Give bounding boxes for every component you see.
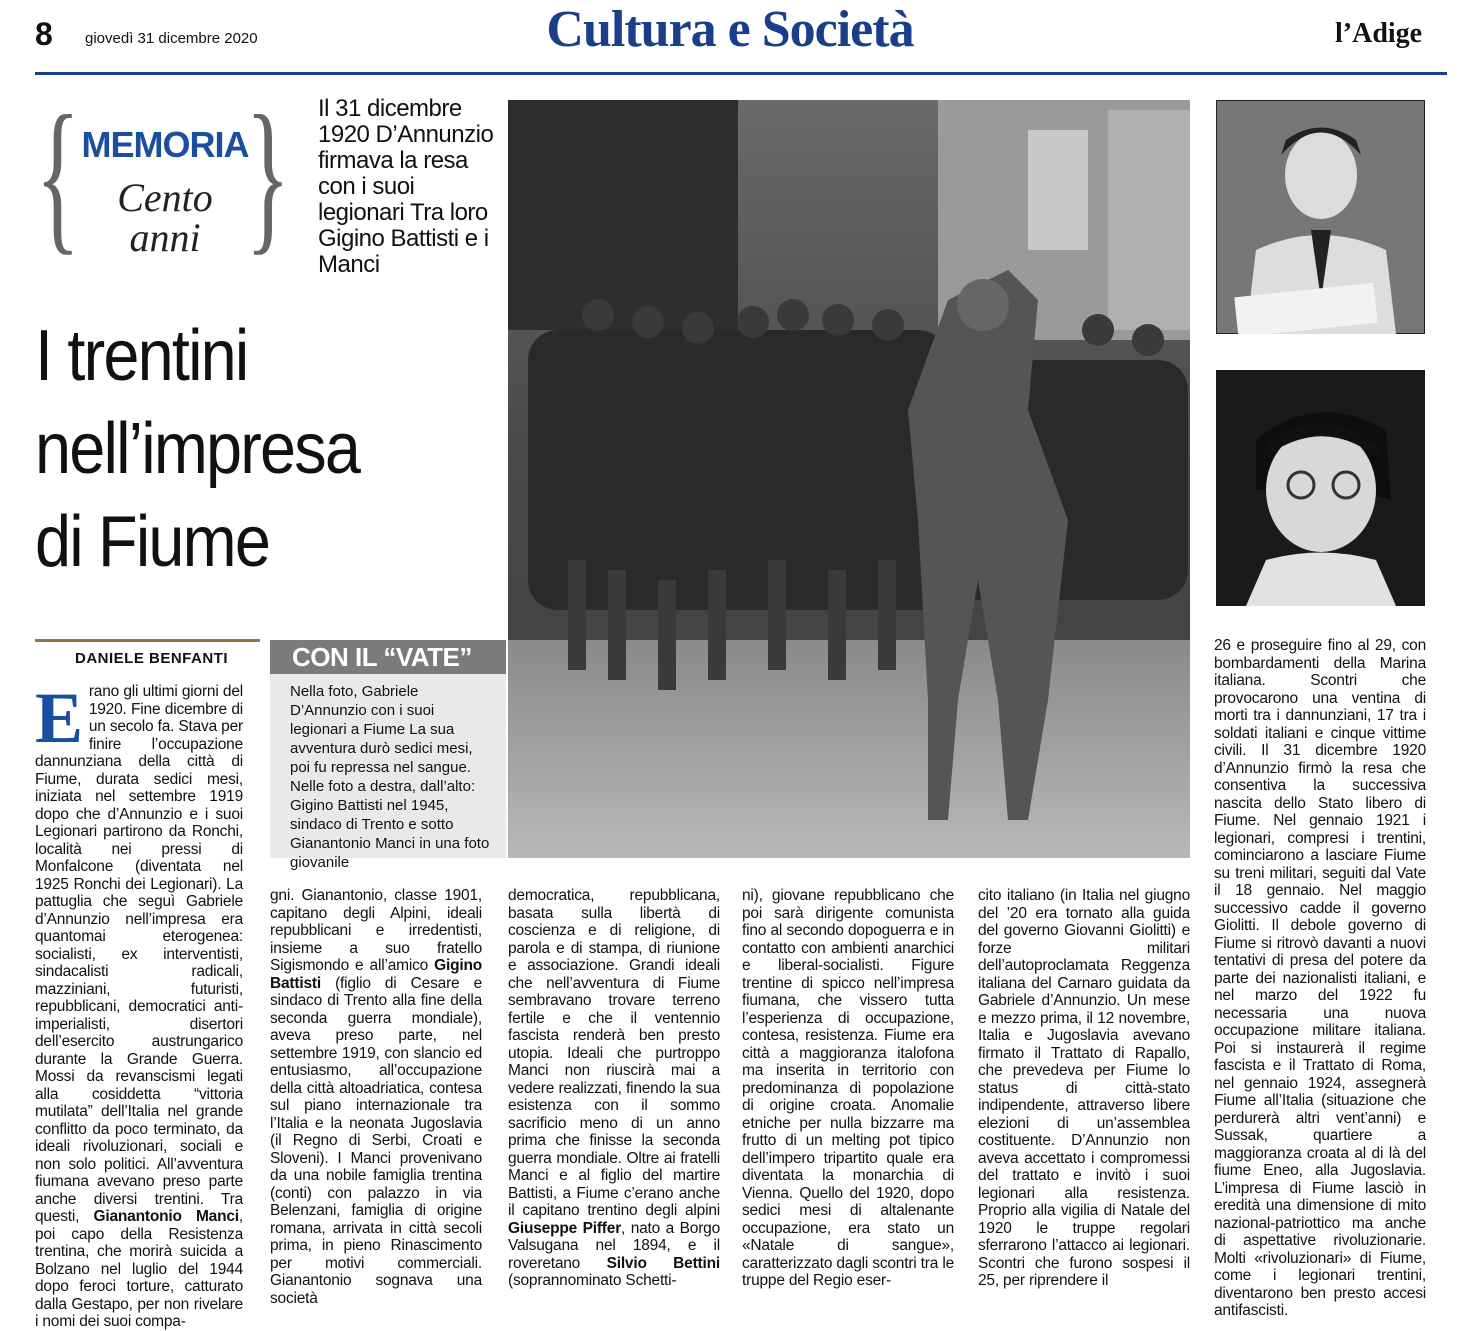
- photo-gianantonio-manci: [1216, 370, 1425, 606]
- main-photo: [508, 100, 1190, 858]
- column-3-text-c: (soprannominato Schetti-: [508, 1272, 677, 1289]
- photo-gigino-battisti: [1216, 100, 1425, 334]
- name-piffer: Giuseppe Piffer: [508, 1219, 622, 1237]
- caption-box: [270, 640, 506, 871]
- caption-text: Nella foto, Gabriele D’Annunzio con i suoi legionari a Fiume La sua avventura durò sedici mesi, poi fu repressa nel sangue. Nelle foto a destra, dall’alto: Gigino Battisti nel 1945, sindaco di Trento e sotto Gianantonio Manci in una foto giovanile: [290, 683, 490, 871]
- headline-line1: I trentini: [35, 316, 248, 396]
- drop-cap: E: [35, 678, 83, 758]
- column-3-text-b: , nato a Borgo Valsugana nel 1894, e il roveretano: [508, 1219, 721, 1272]
- section-title: Cultura e Società: [546, 1, 914, 58]
- memoria-line2: anni: [129, 215, 201, 260]
- column-1-text: rano gli ultimi giorni del 1920. Fine dicembre di un secolo fa. Stava per finire l’occupazione dannunziana della città di Fiume, durata sedici mesi, iniziata nel settembre 1919 dopo che d’Annunzio e i suoi Legionari partirono da Ronchi, località nei pressi di Monfalcone (diventata nel 1925 Ronchi dei Legionari). La pattuglia che seguì Gabriele d’Annunzio nell’impresa era quantomai eterogenea: socialisti, ex interventisti, sindacalisti radicali, mazziniani, futuristi, repubblicani, democratici anti-imperialisti, disertori dell’esercito austrungarico durante la Grande Guerra. Mossi da revanscismi legati alla cosiddetta “vittoria mutilata” dell’Italia nel grande conflitto da poco terminato, da ideali rivoluzionari, sociali e non solo politici. All’avventura fiumana avevano preso parte anche diversi trentini. Tra questi,: [35, 683, 243, 1225]
- name-battisti: Gigino Battisti: [270, 957, 482, 992]
- column-2-text-a: gni. Gianantonio, classe 1901, capitano degli Alpini, ideali repubblicani e irredentisti, insieme a suo fratello Sigismondo e all’amico: [270, 887, 482, 974]
- byline: DANIELE BENFANTI: [75, 650, 229, 667]
- article-column-2: [270, 887, 482, 1307]
- column-2-text-b: (figlio di Cesare e sindaco di Trento alla fine della seconda guerra mondiale), aveva preso parte, nel settembre 1919, con slancio ed entusiasmo, all’occupazione della città altoadriatica, contesa sul piano internazionale tra l’Italia e la neonata Jugoslavia (il Regno di Serbi, Croati e Sloveni). I Manci provenivano da una nobile famiglia trentina (conti) con palazzo in via Belenzani, famiglia di origine romana, arrivata in città secoli prima, in pieno Rinascimento per motivi commerciali. Gianantonio sognava una società: [270, 974, 483, 1307]
- issue-date: giovedì 31 dicembre 2020: [85, 30, 258, 47]
- name-bettini: Silvio Bettini: [606, 1254, 721, 1272]
- article-column-4: ni), giovane repubblicano che poi sarà dirigente comunista fino al secondo dopoguerra e in contatto con ambienti anarchici e liberal-socialisti. Figure trentine di spicco nell’impresa fiumana, che vissero tutta l’esperienza di occupazione, contesa, resistenza. Fiume era città a maggioranza italofona ma inserita in territorio con predominanza di popolazione di origine croata. Anomalie etniche per nulla bizzarre ma frutto di un melting pot tipico dell’impero tripartito quale era diventata la monarchia di Vienna. Quello del 1920, dopo sedici mesi di altalenante occupazione, era stato un «Natale di sangue», caratterizzato dagli scontri tra le truppe del Regio eser-: [742, 887, 954, 1289]
- right-brace-icon: }: [245, 81, 291, 269]
- headline-line3: di Fiume: [35, 502, 270, 582]
- kicker-text: Il 31 dicembre 1920 D’Annunzio firmava la resa con i suoi legionari Tra loro Gigino Battisti e i Manci: [318, 95, 494, 278]
- article-column-3: [508, 887, 720, 1290]
- newspaper-logo: l’Adige: [1335, 18, 1423, 49]
- name-manci: Gianantonio Manci: [93, 1208, 239, 1225]
- memoria-badge: [35, 81, 291, 290]
- column-1-end: , poi capo della Resistenza trentina, che morirà suicida a Bolzano nel luglio del 1944 dopo feroci torture, catturato dalla Gestapo, per non rivelare i nomi dei suoi compa-: [35, 1208, 243, 1330]
- column-3-text-a: democratica, repubblicana, basata sulla libertà di coscienza e di religione, di parola e di stampa, di riunione e associazione. Grandi ideali che nell’avventura di Fiume sembravano trovare terreno fertile e che il ventennio fascista renderà ben presto utopia. Ideali che purtroppo Manci non riuscirà mai a vedere realizzati, finendo la sua esistenza con il sommo sacrificio meno di un anno prima che finisse la seconda guerra mondiale. Oltre ai fratelli Manci e al figlio del martire Battisti, a Fiume c’erano anche il capitano trentino degli alpini: [508, 887, 720, 1219]
- article-column-5: cito italiano (in Italia nel giugno del ’20 era tornato alla guida del governo Giovanni Giolitti) e forze militari dell’autoproclamata Reggenza italiana del Carnaro guidata da Gabriele d’Annunzio. Un mese e mezzo prima, il 12 novembre, Italia e Jugoslavia avevano firmato il Trattato di Rapallo, che prevedeva per Fiume lo status di città-stato indipendente, attraverso libere elezioni di un’assemblea costituente. D’Annunzio non aveva accettato i compromessi del trattato e invitò i suoi legionari alla resistenza. Proprio alla vigilia di Natale del 1920 le truppe regolari sferrarono l’attacco ai legionari. Scontri che furono sospesi il 25, per riprendere il: [978, 887, 1190, 1289]
- page-number: 8: [35, 16, 53, 52]
- header-rule: [35, 72, 1447, 75]
- memoria-line1: Cento: [117, 175, 213, 220]
- left-brace-icon: {: [35, 81, 81, 269]
- caption-title: CON IL “VATE”: [270, 640, 506, 674]
- byline-rule: [35, 639, 260, 642]
- article-column-1: [35, 678, 243, 1331]
- headline: [35, 310, 458, 589]
- memoria-title: MEMORIA: [81, 124, 249, 165]
- headline-line2: nell’impresa: [35, 409, 360, 489]
- article-column-6: 26 e proseguire fino al 29, con bombardamenti della Marina italiana. Scontri che provocarono una ventina di morti tra i dannunziani, 17 tra i soldati italiani e cinque vittime civili. Il 31 dicembre 1920 d’Annunzio firmò la resa che consentiva la successiva nascita dello Stato libero di Fiume. Nel gennaio 1921 i legionari, compresi i trentini, cominciarono a lasciare Fiume su treni militari, seguiti dal Vate il 18 gennaio. Nel maggio successivo cadde il governo Giolitti. Il debole governo di Fiume si ritrovò davanti a nuovi tentativi di presa del potere da parte dei nazionalisti italiani, e nel marzo del 1922 fu necessaria una nuova occupazione militare italiana. Poi si instaurerà il regime fascista e il Trattato di Roma, nel gennaio 1924, assegnerà Fiume all’Italia (situazione che perdurerà altri vent’anni) e Sussak, quartiere a maggioranza croata al di là del fiume Eneo, alla Jugoslavia. L’impresa di Fiume lasciò in eredità una dimensione di mito nazional-patriottico ma anche di aspettative rivoluzionarie. Molti «rivoluzionari» di Fiume, come i legionari trentini, diventarono ben presto accesi antifascisti.: [1214, 637, 1426, 1319]
